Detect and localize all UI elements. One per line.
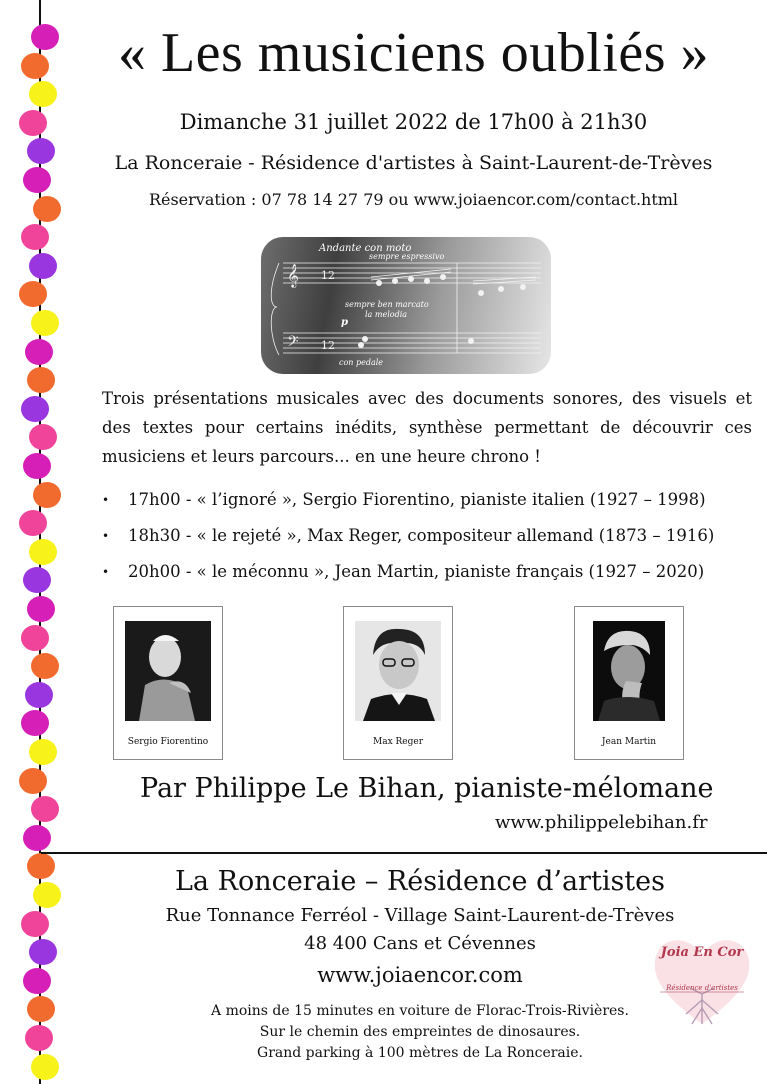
score-tempo: Andante con moto: [319, 243, 412, 254]
score-pedal: con pedale: [339, 358, 384, 367]
bead-icon: [31, 24, 59, 50]
bead-icon: [21, 911, 49, 937]
bead-icon: [31, 1054, 59, 1080]
portrait-caption: Max Reger: [372, 737, 423, 747]
score-marking-1: sempre ben marcato: [345, 300, 429, 309]
bullet-icon: •: [102, 565, 110, 579]
venue-city: 48 400 Cans et Cévennes: [304, 933, 536, 954]
bead-icon: [31, 310, 59, 336]
reservation-info: Réservation : 07 78 14 27 79 ou www.joiaencor.com/contact.html: [148, 190, 679, 209]
bead-icon: [23, 825, 51, 851]
bead-icon: [29, 539, 57, 565]
bead-icon: [29, 81, 57, 107]
portrait-photo-fiorentino: [125, 621, 211, 721]
bead-icon: [21, 224, 49, 250]
portrait-card-fiorentino: [113, 606, 223, 760]
logo-name: Joia En Cor: [660, 945, 744, 960]
bead-icon: [19, 110, 47, 136]
bead-icon: [27, 853, 55, 879]
portrait-photo-martin: [586, 621, 672, 721]
bead-icon: [19, 510, 47, 536]
program-item: [102, 518, 762, 554]
logo-subtitle: Résidence d'artistes: [666, 984, 738, 992]
access-note: Grand parking à 100 mètres de La Ronceraie.: [257, 1045, 583, 1061]
access-note: A moins de 15 minutes en voiture de Florac-Trois-Rivières.: [211, 1003, 629, 1019]
bead-icon: [27, 596, 55, 622]
bead-icon: [25, 1025, 53, 1051]
presenter-line: Par Philippe Le Bihan, pianiste-mélomane: [140, 773, 714, 804]
bead-icon: [23, 453, 51, 479]
score-treble-clef: 𝄞: [287, 263, 299, 287]
bead-icon: [19, 281, 47, 307]
event-date: Dimanche 31 juillet 2022 de 17h00 à 21h30: [179, 110, 648, 134]
program-item: [102, 482, 762, 518]
bead-icon: [29, 253, 57, 279]
bead-icon: [23, 968, 51, 994]
bead-icon: [21, 53, 49, 79]
bead-icon: [21, 625, 49, 651]
heart-tree-icon: [646, 928, 758, 1028]
bead-icon: [21, 396, 49, 422]
bead-icon: [31, 653, 59, 679]
bead-icon: [27, 367, 55, 393]
bead-icon: [29, 739, 57, 765]
venue-street: Rue Tonnance Ferréol - Village Saint-Laurent-de-Trèves: [165, 905, 675, 926]
score-time-signature: 12: [321, 269, 335, 282]
program-item: [102, 554, 762, 590]
bead-icon: [33, 482, 61, 508]
score-time-signature-bass: 12: [321, 339, 335, 352]
portrait-caption: Jean Martin: [601, 737, 657, 747]
bead-icon: [25, 339, 53, 365]
score-bass-clef: 𝄢: [287, 333, 299, 354]
portrait-photo-reger: [355, 621, 441, 721]
bead-icon: [23, 167, 51, 193]
bead-icon: [27, 138, 55, 164]
portrait-card-martin: [574, 606, 684, 760]
score-marking-2: la melodia: [365, 310, 408, 319]
bead-icon: [33, 882, 61, 908]
program-item-text: 17h00 - « l’ignoré », Sergio Fiorentino, pianiste italien (1927 – 1998): [128, 490, 706, 509]
event-place: La Ronceraie - Résidence d'artistes à Saint-Laurent-de-Trèves: [114, 152, 713, 174]
section-divider: [41, 852, 767, 854]
presenter-website-link[interactable]: www.philippelebihan.fr: [495, 812, 708, 833]
bullet-icon: •: [102, 529, 110, 543]
portrait-caption: Sergio Fiorentino: [127, 737, 209, 747]
bullet-icon: •: [102, 493, 110, 507]
bead-icon: [33, 196, 61, 222]
bead-icon: [25, 682, 53, 708]
page-title: « Les musiciens oubliés »: [117, 22, 710, 84]
score-expression: sempre espressivo: [369, 252, 445, 261]
bead-icon: [27, 996, 55, 1022]
joia-en-cor-logo: [646, 928, 758, 1028]
bead-icon: [23, 567, 51, 593]
bead-icon: [29, 424, 57, 450]
access-note: Sur le chemin des empreintes de dinosaures.: [259, 1024, 581, 1040]
program-item-text: 20h00 - « le méconnu », Jean Martin, pianiste français (1927 – 2020): [128, 562, 705, 581]
score-dynamic: p: [341, 317, 348, 328]
bead-icon: [21, 710, 49, 736]
music-score-image: [261, 237, 551, 374]
venue-website-link[interactable]: www.joiaencor.com: [317, 963, 523, 987]
intro-paragraph: Trois présentations musicales avec des documents sonores, des visuels et des textes pour certains inédits, synthèse permettant de découvrir ces musiciens et leurs parcours... en une heure chrono !: [102, 389, 752, 466]
program-list: [102, 482, 762, 590]
program-item-text: 18h30 - « le rejeté », Max Reger, compositeur allemand (1873 – 1916): [128, 526, 715, 545]
bead-icon: [31, 796, 59, 822]
portrait-card-reger: [343, 606, 453, 760]
bead-icon: [19, 768, 47, 794]
bead-icon: [29, 939, 57, 965]
venue-name: La Ronceraie – Résidence d’artistes: [175, 866, 665, 897]
